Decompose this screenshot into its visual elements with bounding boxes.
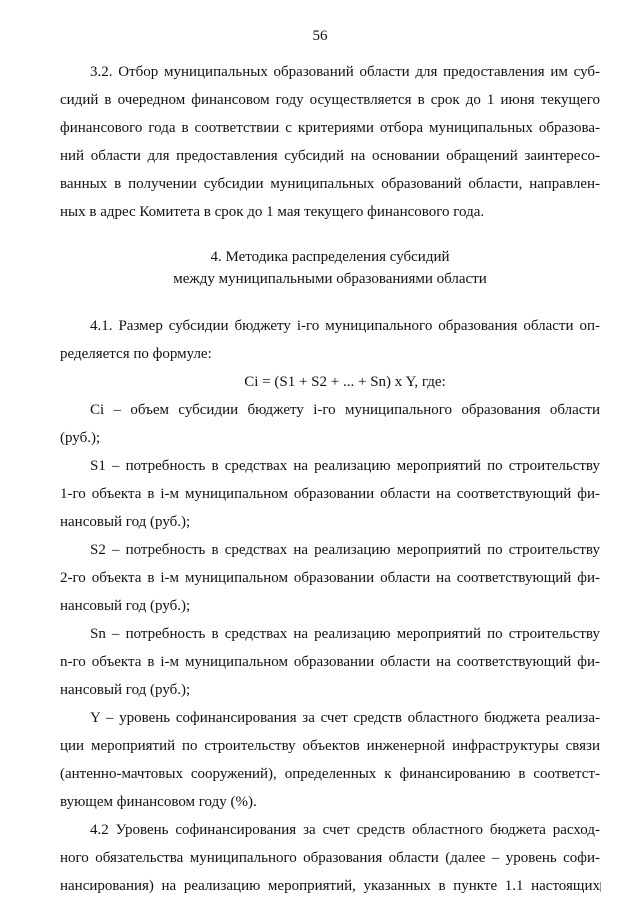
text-line: Sn – потребность в средствах на реализацию мероприятий по строительству [90, 626, 600, 642]
definition-y [60, 704, 600, 816]
paragraph-3-2 [60, 58, 600, 226]
text-line: нансовый год (руб.); [60, 598, 191, 614]
document-body [60, 58, 600, 900]
text-line: S2 – потребность в средствах на реализацию мероприятий по строительству [90, 542, 600, 558]
text-line: ванных в получении субсидии муниципальных образований области, направлен- [60, 176, 600, 192]
text-line: Ci – объем субсидии бюджету i-го муниципального образования области [90, 402, 600, 418]
definition-ci [60, 396, 600, 452]
page-number: 56 [312, 28, 328, 44]
text-line: сидий в очередном финансовом году осуществляется в срок до 1 июня текущего [60, 92, 600, 108]
text-line: ции мероприятий по строительству объектов инженерной инфраструктуры связи [60, 738, 600, 754]
text-line: вующем финансовом году (%). [60, 794, 257, 810]
text-line: 4.1. Размер субсидии бюджету i-го муниципального образования области оп- [90, 318, 600, 334]
paragraph-4-1 [60, 312, 600, 396]
text-line: 2-го объекта в i-м муниципальном образовании области на соответствующий фи- [60, 570, 600, 586]
text-line: 1-го объекта в i-м муниципальном образовании области на соответствующий фи- [60, 486, 600, 502]
definition-sn [60, 620, 600, 704]
text-line: 4.2 Уровень софинансирования за счет средств областного бюджета расход- [90, 822, 600, 838]
text-line: ных в адрес Комитета в срок до 1 мая текущего финансового года. [60, 204, 485, 220]
text-line: (антенно-мачтовых сооружений), определенных к финансированию в соответст- [60, 766, 600, 782]
text-line: ний области для предоставления субсидий на основании обращений заинтересо- [60, 148, 600, 164]
paragraph-4-2 [60, 816, 600, 900]
scan-margin-mark [600, 882, 601, 892]
text-line: нансовый год (руб.); [60, 682, 191, 698]
text-line: финансового года в соответствии с критериями отбора муниципальных образова- [60, 120, 600, 136]
text-line: (руб.); [60, 430, 101, 446]
text-line: n-го объекта в i-м муниципальном образовании области на соответствующий фи- [60, 654, 600, 670]
text-line: ного обязательства муниципального образования области (далее – уровень софи- [60, 850, 600, 866]
text-line: нансирования) на реализацию мероприятий, указанных в пункте 1.1 настоящих [60, 878, 600, 894]
text-line: 3.2. Отбор муниципальных образований области для предоставления им суб- [90, 64, 600, 80]
text-line: нансовый год (руб.); [60, 514, 191, 530]
section-heading-line: 4. Методика распределения субсидий [210, 249, 450, 265]
definition-s1 [60, 452, 600, 536]
section-heading-line: между муниципальными образованиями области [173, 271, 487, 287]
text-line: S1 – потребность в средствах на реализацию мероприятий по строительству [90, 458, 600, 474]
definition-s2 [60, 536, 600, 620]
text-line: ределяется по формуле: [60, 346, 212, 362]
section-4-heading [60, 246, 600, 290]
text-line: Y – уровень софинансирования за счет средств областного бюджета реализа- [90, 710, 600, 726]
formula: Ci = (S1 + S2 + ... + Sn) x Y, где: [244, 374, 446, 390]
